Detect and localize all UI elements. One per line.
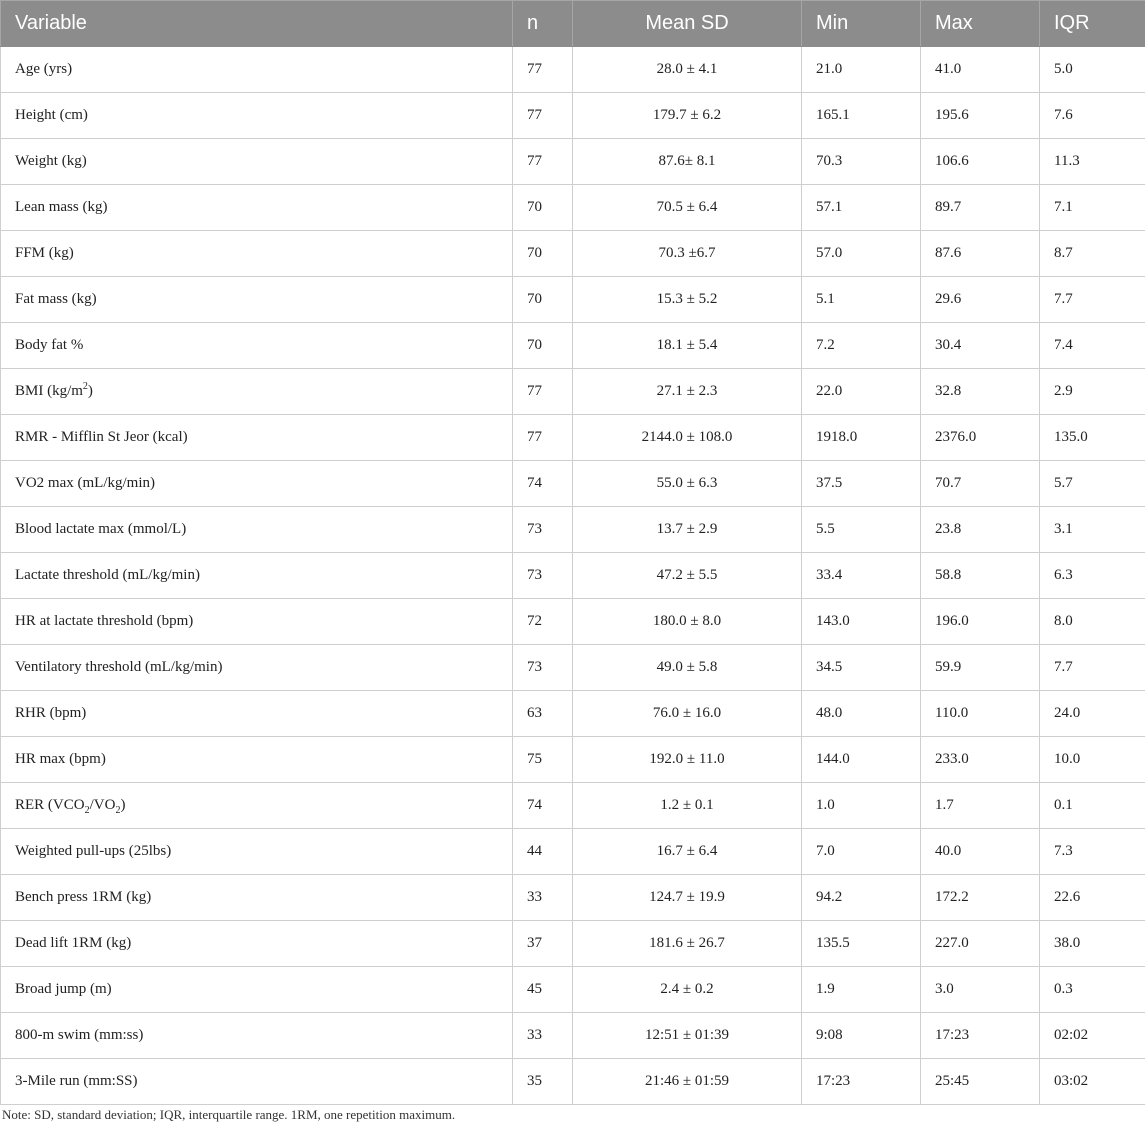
table-row [1, 1013, 1145, 1059]
cell-mean-sd: 27.1 ± 2.3 [573, 369, 802, 415]
table-row [1, 415, 1145, 461]
cell-min: 1918.0 [802, 415, 921, 461]
cell-n: 70 [513, 277, 573, 323]
cell-min: 165.1 [802, 93, 921, 139]
variable-text: /VO [89, 797, 116, 813]
cell-variable: Broad jump (m) [1, 967, 513, 1013]
cell-n: 33 [513, 1013, 573, 1059]
cell-min: 7.0 [802, 829, 921, 875]
cell-min: 5.5 [802, 507, 921, 553]
table-row [1, 783, 1145, 829]
cell-variable: Fat mass (kg) [1, 277, 513, 323]
table-row [1, 277, 1145, 323]
cell-iqr: 38.0 [1040, 921, 1145, 967]
cell-n: 37 [513, 921, 573, 967]
cell-variable: Blood lactate max (mmol/L) [1, 507, 513, 553]
cell-n: 63 [513, 691, 573, 737]
table-row [1, 323, 1145, 369]
cell-variable [1, 783, 513, 829]
table-row [1, 691, 1145, 737]
cell-max: 3.0 [921, 967, 1040, 1013]
cell-max: 41.0 [921, 47, 1040, 93]
cell-variable: RMR - Mifflin St Jeor (kcal) [1, 415, 513, 461]
cell-mean-sd: 70.3 ±6.7 [573, 231, 802, 277]
cell-n: 73 [513, 645, 573, 691]
cell-variable: Height (cm) [1, 93, 513, 139]
table-row [1, 875, 1145, 921]
cell-mean-sd: 87.6± 8.1 [573, 139, 802, 185]
cell-n: 74 [513, 461, 573, 507]
cell-min: 21.0 [802, 47, 921, 93]
cell-n: 73 [513, 507, 573, 553]
cell-n: 77 [513, 139, 573, 185]
cell-min: 5.1 [802, 277, 921, 323]
table-row [1, 967, 1145, 1013]
cell-variable: Ventilatory threshold (mL/kg/min) [1, 645, 513, 691]
cell-mean-sd: 76.0 ± 16.0 [573, 691, 802, 737]
table-row [1, 921, 1145, 967]
cell-iqr: 10.0 [1040, 737, 1145, 783]
cell-max: 233.0 [921, 737, 1040, 783]
cell-min: 94.2 [802, 875, 921, 921]
variable-subscript: 2 [84, 805, 90, 816]
table-row [1, 139, 1145, 185]
table-row [1, 93, 1145, 139]
cell-mean-sd: 2.4 ± 0.2 [573, 967, 802, 1013]
cell-n: 33 [513, 875, 573, 921]
cell-mean-sd: 13.7 ± 2.9 [573, 507, 802, 553]
cell-variable: 3-Mile run (mm:SS) [1, 1059, 513, 1105]
table-row [1, 507, 1145, 553]
table-row [1, 47, 1145, 93]
cell-min: 33.4 [802, 553, 921, 599]
table-header [1, 1, 1145, 47]
cell-variable: Weight (kg) [1, 139, 513, 185]
cell-n: 72 [513, 599, 573, 645]
table-row [1, 1059, 1145, 1105]
header-min: Min [802, 1, 921, 47]
cell-min: 34.5 [802, 645, 921, 691]
table-row [1, 231, 1145, 277]
table-row [1, 461, 1145, 507]
cell-mean-sd: 2144.0 ± 108.0 [573, 415, 802, 461]
cell-variable: Weighted pull-ups (25lbs) [1, 829, 513, 875]
cell-n: 77 [513, 47, 573, 93]
cell-n: 73 [513, 553, 573, 599]
cell-iqr: 02:02 [1040, 1013, 1145, 1059]
cell-mean-sd: 28.0 ± 4.1 [573, 47, 802, 93]
cell-iqr: 03:02 [1040, 1059, 1145, 1105]
cell-variable: Dead lift 1RM (kg) [1, 921, 513, 967]
table-row [1, 599, 1145, 645]
cell-max: 227.0 [921, 921, 1040, 967]
cell-iqr: 3.1 [1040, 507, 1145, 553]
cell-iqr: 22.6 [1040, 875, 1145, 921]
cell-variable: Age (yrs) [1, 47, 513, 93]
table-body [1, 47, 1145, 1105]
cell-n: 45 [513, 967, 573, 1013]
table-row [1, 645, 1145, 691]
header-mean-sd: Mean SD [573, 1, 802, 47]
cell-max: 110.0 [921, 691, 1040, 737]
cell-min: 57.0 [802, 231, 921, 277]
table-row [1, 737, 1145, 783]
cell-min: 1.9 [802, 967, 921, 1013]
cell-max: 89.7 [921, 185, 1040, 231]
cell-iqr: 8.7 [1040, 231, 1145, 277]
cell-iqr: 7.7 [1040, 645, 1145, 691]
cell-min: 48.0 [802, 691, 921, 737]
cell-max: 40.0 [921, 829, 1040, 875]
cell-max: 172.2 [921, 875, 1040, 921]
table-row [1, 829, 1145, 875]
cell-mean-sd: 181.6 ± 26.7 [573, 921, 802, 967]
cell-min: 7.2 [802, 323, 921, 369]
variable-text: ) [120, 797, 126, 813]
cell-max: 70.7 [921, 461, 1040, 507]
cell-max: 1.7 [921, 783, 1040, 829]
cell-mean-sd: 192.0 ± 11.0 [573, 737, 802, 783]
cell-variable: VO2 max (mL/kg/min) [1, 461, 513, 507]
cell-n: 74 [513, 783, 573, 829]
cell-mean-sd: 47.2 ± 5.5 [573, 553, 802, 599]
cell-iqr: 2.9 [1040, 369, 1145, 415]
cell-n: 70 [513, 185, 573, 231]
cell-mean-sd: 18.1 ± 5.4 [573, 323, 802, 369]
cell-min: 143.0 [802, 599, 921, 645]
cell-iqr: 7.1 [1040, 185, 1145, 231]
cell-min: 135.5 [802, 921, 921, 967]
cell-iqr: 5.0 [1040, 47, 1145, 93]
cell-max: 17:23 [921, 1013, 1040, 1059]
cell-min: 1.0 [802, 783, 921, 829]
cell-variable: HR at lactate threshold (bpm) [1, 599, 513, 645]
cell-n: 35 [513, 1059, 573, 1105]
cell-iqr: 11.3 [1040, 139, 1145, 185]
cell-iqr: 7.7 [1040, 277, 1145, 323]
cell-iqr: 0.3 [1040, 967, 1145, 1013]
cell-max: 32.8 [921, 369, 1040, 415]
cell-max: 29.6 [921, 277, 1040, 323]
cell-iqr: 5.7 [1040, 461, 1145, 507]
cell-max: 59.9 [921, 645, 1040, 691]
cell-max: 25:45 [921, 1059, 1040, 1105]
cell-max: 58.8 [921, 553, 1040, 599]
cell-iqr: 24.0 [1040, 691, 1145, 737]
header-iqr: IQR [1040, 1, 1145, 47]
cell-max: 30.4 [921, 323, 1040, 369]
cell-min: 57.1 [802, 185, 921, 231]
header-variable: Variable [1, 1, 513, 47]
cell-max: 106.6 [921, 139, 1040, 185]
table-row [1, 185, 1145, 231]
cell-mean-sd: 179.7 ± 6.2 [573, 93, 802, 139]
variable-text: ) [87, 383, 93, 399]
cell-max: 195.6 [921, 93, 1040, 139]
cell-min: 22.0 [802, 369, 921, 415]
cell-n: 75 [513, 737, 573, 783]
cell-max: 23.8 [921, 507, 1040, 553]
cell-max: 2376.0 [921, 415, 1040, 461]
cell-variable: Body fat % [1, 323, 513, 369]
cell-min: 9:08 [802, 1013, 921, 1059]
cell-min: 17:23 [802, 1059, 921, 1105]
cell-n: 70 [513, 231, 573, 277]
cell-mean-sd: 16.7 ± 6.4 [573, 829, 802, 875]
cell-n: 77 [513, 369, 573, 415]
cell-mean-sd: 55.0 ± 6.3 [573, 461, 802, 507]
cell-max: 196.0 [921, 599, 1040, 645]
header-n: n [513, 1, 573, 47]
cell-min: 37.5 [802, 461, 921, 507]
variable-subscript: 2 [115, 805, 121, 816]
cell-n: 44 [513, 829, 573, 875]
cell-variable: RHR (bpm) [1, 691, 513, 737]
cell-iqr: 7.4 [1040, 323, 1145, 369]
cell-variable: HR max (bpm) [1, 737, 513, 783]
cell-min: 70.3 [802, 139, 921, 185]
header-max: Max [921, 1, 1040, 47]
cell-mean-sd: 12:51 ± 01:39 [573, 1013, 802, 1059]
cell-mean-sd: 124.7 ± 19.9 [573, 875, 802, 921]
cell-mean-sd: 21:46 ± 01:59 [573, 1059, 802, 1105]
cell-variable: FFM (kg) [1, 231, 513, 277]
cell-mean-sd: 180.0 ± 8.0 [573, 599, 802, 645]
variable-text: RER (VCO [15, 797, 85, 813]
variable-superscript: 2 [82, 381, 88, 392]
cell-mean-sd: 1.2 ± 0.1 [573, 783, 802, 829]
cell-iqr: 135.0 [1040, 415, 1145, 461]
cell-mean-sd: 49.0 ± 5.8 [573, 645, 802, 691]
table-row [1, 369, 1145, 415]
cell-variable [1, 369, 513, 415]
cell-mean-sd: 15.3 ± 5.2 [573, 277, 802, 323]
cell-n: 70 [513, 323, 573, 369]
cell-max: 87.6 [921, 231, 1040, 277]
cell-n: 77 [513, 415, 573, 461]
cell-iqr: 6.3 [1040, 553, 1145, 599]
cell-iqr: 7.6 [1040, 93, 1145, 139]
header-row [1, 1, 1145, 47]
cell-variable: Lactate threshold (mL/kg/min) [1, 553, 513, 599]
cell-iqr: 8.0 [1040, 599, 1145, 645]
table-row [1, 553, 1145, 599]
cell-iqr: 0.1 [1040, 783, 1145, 829]
cell-mean-sd: 70.5 ± 6.4 [573, 185, 802, 231]
cell-iqr: 7.3 [1040, 829, 1145, 875]
cell-min: 144.0 [802, 737, 921, 783]
table-note: Note: SD, standard deviation; IQR, interquartile range. 1RM, one repetition maximum. [2, 1107, 456, 1122]
variable-text: BMI (kg/m [15, 383, 83, 399]
cell-variable: Lean mass (kg) [1, 185, 513, 231]
cell-n: 77 [513, 93, 573, 139]
cell-variable: 800-m swim (mm:ss) [1, 1013, 513, 1059]
cell-variable: Bench press 1RM (kg) [1, 875, 513, 921]
